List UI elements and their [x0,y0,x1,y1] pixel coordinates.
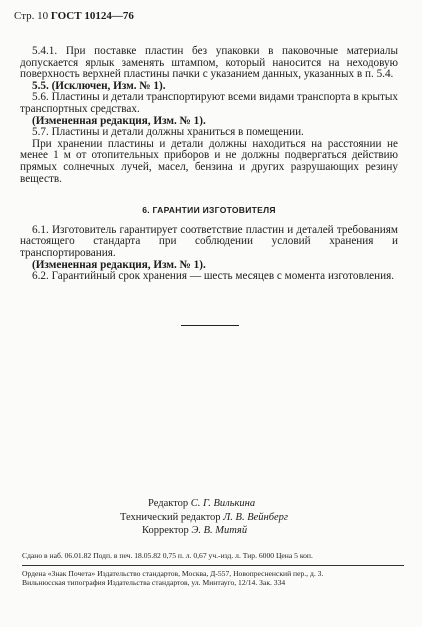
amendment-note: (Измененная редакция, Изм. № 1). [32,114,206,127]
page-header [14,10,134,22]
corrector-name: Э. В. Митяй [191,525,248,536]
paragraph-5-5: 5.5. (Исключен, Изм. № 1). [32,79,166,92]
corrector-line [142,524,320,538]
section-heading: 6. ГАРАНТИИ ИЗГОТОВИТЕЛЯ [142,205,276,216]
tech-editor-name: Л. В. Вейнберг [223,511,289,523]
editor-line [148,497,320,511]
amendment-note-2: (Измененная редакция, Изм. № 1). [32,258,206,271]
paragraph-5-4-1: 5.4.1. При поставке пластин без упаковки в паковочные материалы допускается ярлык заменять штампом, который наносится на неходовую поверхность верхней пластины пачки с указанием данных, указанных в п. 5.4. [20,45,398,81]
imprint-divider [22,565,404,566]
imprint-line-3: Вильнюсская типография Издательства стандартов, ул. Минтауго, 12/14. Зак. 334 [22,578,286,587]
document-body [20,46,398,283]
corrector-role: Корректор [142,525,189,536]
imprint-line-1: Сдано в наб. 06.01.82 Подп. в печ. 18.05.82 0,75 п. л. 0,67 уч.-изд. л. Тир. 6000 Цена 5 коп. [22,551,313,560]
paragraph-5-6: 5.6. Пластины и детали транспортируют всеми видами транспорта в крытых транспортных средствах. [20,91,398,115]
editors-block [120,497,320,538]
imprint-line-2: Ордена «Знак Почета» Издательство стандартов, Москва, Д-557, Новопресненский пер., д. 3. [22,568,324,578]
divider [181,325,239,326]
standard-code: ГОСТ 10124—76 [50,10,134,22]
tech-editor-role: Технический редактор [120,511,221,523]
editor-role: Редактор [148,498,189,509]
storage-paragraph: При хранении пластины и детали должны находиться на расстоянии не менее 1 м от отопительных приборов и не должны подвергаться действию прямых солнечных лучей, масел, бензина и других разрушающих резину веществ. [20,137,398,185]
imprint-block [22,551,404,588]
paragraph-6-2: 6.2. Гарантийный срок хранения — шесть месяцев с момента изготовления. [32,270,395,283]
editor-name: С. Г. Вилькина [190,498,256,509]
page-number: Стр. 10 [14,10,49,22]
tech-editor-line [120,511,320,525]
paragraph-5-7: 5.7. Пластины и детали должны храниться в помещении. [32,126,304,139]
paragraph-6-1: 6.1. Изготовитель гарантирует соответствие пластин и деталей требованиям настоящего стандарта при соблюдении условий хранения и транспортирования. [20,223,398,259]
